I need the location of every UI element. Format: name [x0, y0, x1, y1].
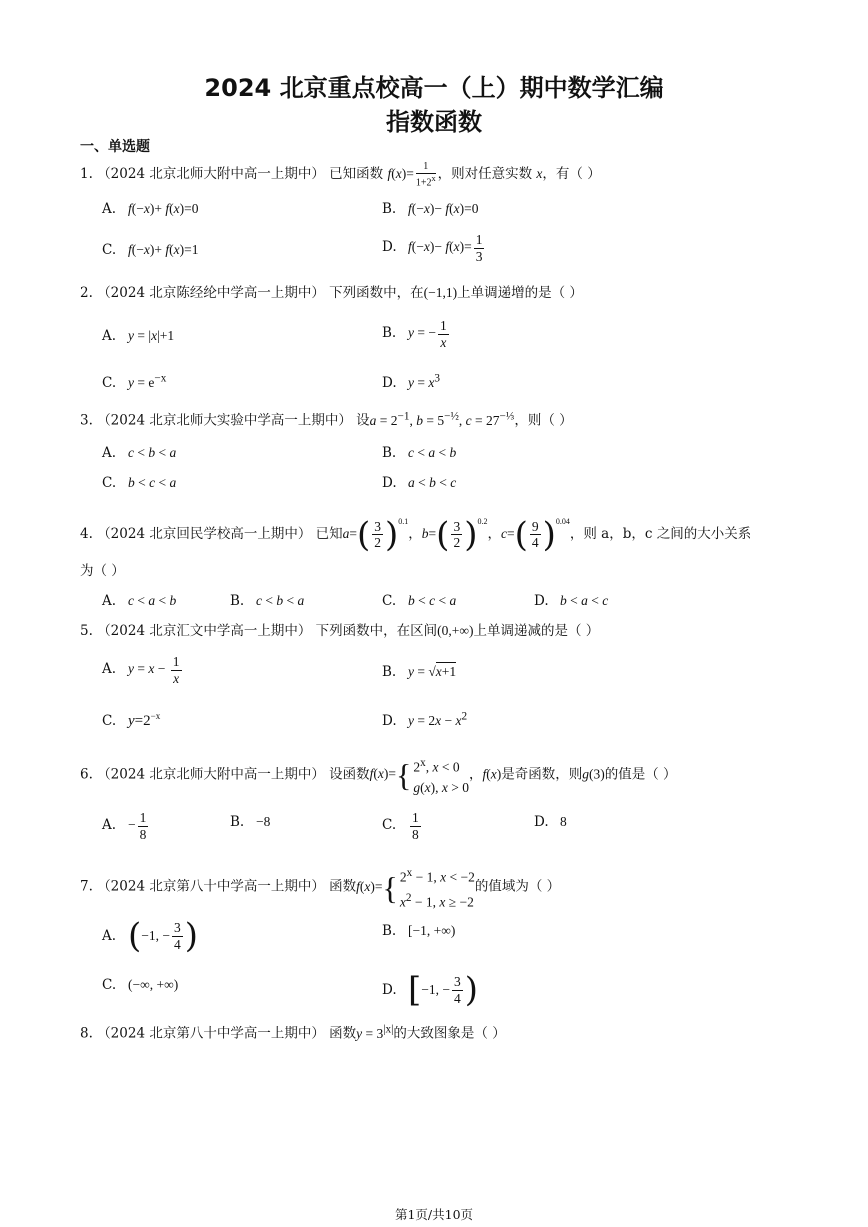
question-number: 1. — [80, 165, 93, 182]
option-b: B. f(−x)− f(x)=0 — [382, 201, 479, 217]
question-source: （2024 北京北师大实验中学高一上期中） — [97, 412, 352, 429]
question-source: （2024 北京第八十中学高一上期中） — [97, 878, 325, 895]
option-c: C. $\frac{1}{8}$ — [382, 810, 419, 842]
question-source: （2024 北京陈经纶中学高一上期中） — [97, 285, 325, 301]
option-b: B. [−1, +∞) — [382, 923, 456, 939]
option-a: A. f(−x)+ f(x)=0 — [102, 201, 199, 217]
option-d: D. 8 — [534, 814, 567, 830]
option-a: A. y = x − $\frac{1}{x}$ — [102, 654, 180, 686]
question-4-cont: 为（ ） — [80, 563, 125, 579]
section-heading: 一、单选题 — [80, 139, 150, 155]
question-stem: 已知函数 — [329, 165, 384, 182]
option-b: B. c < a < b — [382, 445, 457, 461]
option-d: D. f(−x)− f(x)= $\frac{1}{3}$ — [382, 232, 483, 264]
option-a: A. − $\frac{1}{8}$ — [102, 810, 147, 842]
option-a: A. c < b < a — [102, 445, 177, 461]
option-a: A. c < a < b — [102, 593, 177, 609]
option-b: B. −8 — [230, 814, 271, 830]
question-source: （2024 北京汇文中学高一上期中） — [97, 623, 312, 639]
question-5: 5. （2024 北京汇文中学高一上期中） 下列函数中，在区间(0,+∞)上单调递减的是（ ） — [80, 623, 600, 639]
option-c: C. b < c < a — [102, 475, 177, 491]
page-subtitle: 指数函数 — [386, 108, 482, 136]
option-d: D. $y = x^3$ — [382, 372, 440, 391]
question-source: （2024 北京北师大附中高一上期中） — [97, 165, 325, 182]
question-source: （2024 北京回民学校高一上期中） — [97, 526, 312, 542]
page-title: 2024 北京重点校高一（上）期中数学汇编 — [204, 74, 664, 102]
page-footer: 第1页/共10页 — [394, 1207, 474, 1222]
option-c: C. b < c < a — [382, 593, 457, 609]
formula: f(x)= $\frac{1}{1+2^x}$ — [387, 161, 436, 188]
question-7: 7. （2024 北京第八十中学高一上期中） 函数f(x)={ $2^x - 1$, x < −2 $x^2 - 1$, x ≥ −2的值域为（ ） — [80, 867, 561, 909]
option-b: B. y = − $\frac{1}{x}$ — [382, 318, 447, 350]
option-d: D. [ −1, − $\frac{3}{4}$ ) — [382, 970, 479, 1011]
question-source: （2024 北京北师大附中高一上期中） — [97, 766, 325, 783]
option-c: C. f(−x)+ f(x)=1 — [102, 242, 199, 258]
option-a: A. y = |x|+1 — [102, 328, 175, 344]
option-b: B. c < b < a — [230, 593, 305, 609]
question-source: （2024 北京第八十中学高一上期中） — [97, 1025, 325, 1042]
option-a: A. ( −1, − $\frac{3}{4}$ ) — [102, 916, 199, 957]
option-b: B. y = √x+1 — [382, 664, 457, 680]
option-c: C. $y=2^{-x}$ — [102, 711, 161, 729]
question-6: 6. （2024 北京北师大附中高一上期中） 设函数f(x)={ 2$^x$, x < 0 g(x), x > 0，f(x)是奇函数，则g(3)的值是（ ） — [80, 757, 677, 795]
question-2: 2. （2024 北京陈经纶中学高一上期中） 下列函数中，在(−1,1)上单调递增的是（ ） — [80, 285, 583, 301]
question-4: 4. （2024 北京回民学校高一上期中） 已知a= ( $\frac{3}{2}$ ) $^{0.1}$，b= ( $\frac{3}{2}$ ) $^{0.2}$，c= ( $\frac{9}{4}$ ) $^{0.04}$，则 a，b，c 之间的大小关系 — [80, 514, 752, 555]
question-8: 8. （2024 北京第八十中学高一上期中） 函数$y = 3^{|x|}$的大致图象是（ ） — [80, 1023, 506, 1042]
option-d: D. $y = 2x - x^2$ — [382, 710, 468, 729]
option-c: C. (−∞, +∞) — [102, 977, 179, 993]
option-d: D. a < b < c — [382, 475, 457, 491]
option-c: C. $y = e^{-x}$ — [102, 372, 167, 391]
question-1: 1. （2024 北京北师大附中高一上期中） 已知函数 f(x)= $\frac{1}{1+2^x}$ ，则对任意实数 x，有（ ） — [80, 161, 601, 188]
question-3: 3. （2024 北京北师大实验中学高一上期中） 设$a = 2^{-1}$, $b = 5^{-\frac{1}{2}}$, $c = 27^{-\frac{1}{3}}$，则（ ） — [80, 410, 573, 429]
option-d: D. b < a < c — [534, 593, 609, 609]
